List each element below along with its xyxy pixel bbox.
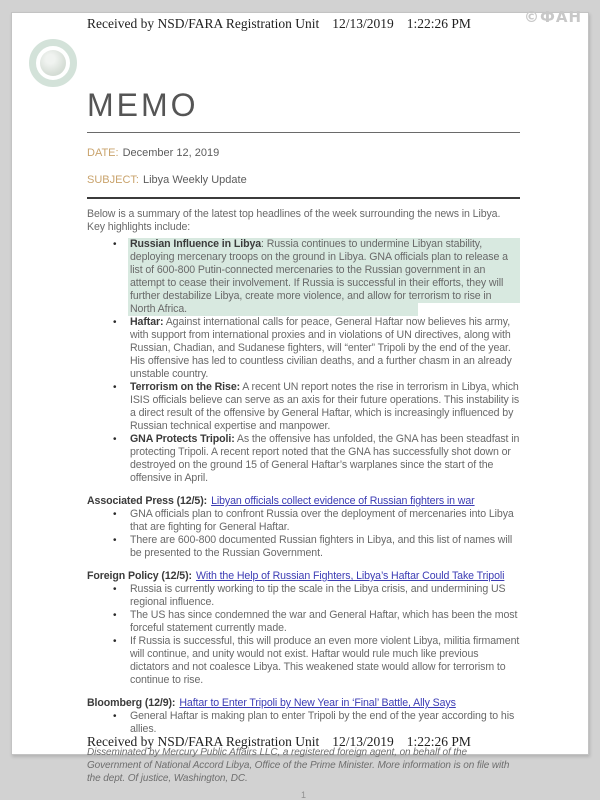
bullet-dot-icon: • — [113, 711, 117, 722]
memo-title: MEMO — [87, 87, 199, 123]
highlight-lead: GNA Protects Tripoli: — [130, 433, 235, 445]
bullet-dot-icon: • — [113, 584, 117, 595]
date-value: December 12, 2019 — [122, 147, 220, 159]
highlight-text: : Russia continues to undermine Libyan stability, deploying mercenary troops on the ground in Libya. GNA officials plan to release a list of 600-800 Putin-connected mercenaries to the Russian government in an attempt to cease their involvement. If Russia is successful in their efforts, they will further destabilize Libya, create more violence, and allow for terrorism to rise in North Africa. — [130, 238, 508, 315]
bullet-text: If Russia is successful, this will produce an even more violent Libya, militia firmament will continue, and unity would not exist. Haftar would rule much like previous dictators and not coalesce Libya. This weakened state would allow for terrorism to continue to rise. — [130, 635, 520, 686]
highlights-list — [87, 238, 520, 485]
highlight-lead: Haftar: — [130, 316, 164, 328]
bullet-dot-icon: • — [113, 610, 117, 621]
foreign-agent-disclaimer: Disseminated by Mercury Public Affairs LLC, a registered foreign agent, on behalf of the Government of National Accord Libya, Office of the Prime Minister. More information is on file with the dept. Of justice, Washington, DC. — [87, 747, 510, 784]
globe-logo-icon — [29, 39, 77, 87]
section-bullet-list — [87, 710, 520, 736]
highlight-text: Against international calls for peace, General Haftar now believes his army, with support from international proxies and in violations of UN directives, along with Russian, Chadian, and Sudanese fighters, will “enter” Tripoli by the end of the year. His offensive has led to countless civilian deaths, and a further chasm in an already unstable country. — [130, 316, 512, 380]
news-section-associated-press — [87, 495, 520, 560]
fara-stamp-label: Received by NSD/FARA Registration Unit — [87, 16, 320, 31]
highlight-text: As the offensive has unfolded, the GNA has been steadfast in protecting Tripoli. A recent report noted that the GNA has successfully shot down or destroyed on the ground 15 of General Haftar’s warplanes since the start of the offensive in April. — [130, 433, 520, 484]
date-row — [87, 146, 520, 160]
section-bullet-list — [87, 583, 520, 687]
bullet-text: Russia is currently working to tip the scale in the Libya crisis, and undermining US regional influence. — [130, 583, 506, 608]
highlight-item-gna — [87, 433, 520, 485]
fara-stamp-time: 1:22:26 PM — [406, 16, 471, 31]
section-bullet — [87, 635, 520, 687]
bullet-dot-icon: • — [113, 434, 117, 445]
section-bullet — [87, 710, 520, 736]
fara-stamp-label: Received by NSD/FARA Registration Unit — [87, 734, 320, 749]
news-section-bloomberg — [87, 697, 520, 736]
highlight-item-haftar — [87, 316, 520, 381]
fan-watermark: ©ФАН — [523, 8, 582, 26]
subject-label: SUBJECT: — [87, 174, 139, 186]
section-header — [87, 495, 520, 508]
article-headline-link[interactable]: With the Help of Russian Fighters, Libya’s Haftar Could Take Tripoli — [195, 570, 505, 582]
highlight-lead: Terrorism on the Rise: — [130, 381, 241, 393]
highlight-text: A recent UN report notes the rise in terrorism in Libya, which ISIS officials believe can serve as an axis for their future operations. This instability is a direct result of the offensive by General Haftar, which is increasingly influenced by Russian technical expertise and manpower. — [130, 381, 520, 432]
highlight-text-block — [130, 433, 520, 485]
section-header — [87, 570, 520, 583]
article-headline-link[interactable]: Libyan officials collect evidence of Russian fighters in war — [211, 495, 475, 507]
memo-content — [87, 13, 520, 800]
fara-stamp-time: 1:22:26 PM — [406, 734, 471, 749]
fara-stamp-date: 12/13/2019 — [332, 734, 394, 749]
memo-document-page — [11, 8, 589, 800]
page-number: 1 — [300, 790, 306, 800]
highlighted-text-block — [128, 238, 520, 316]
section-bullet — [87, 534, 520, 560]
bullet-dot-icon: • — [113, 535, 117, 546]
section-source: Associated Press (12/5): — [87, 495, 208, 507]
highlight-item-russian-influence — [87, 238, 520, 316]
intro-paragraph: Below is a summary of the latest top headlines of the week surrounding the news in Libya. Key highlights include: — [87, 208, 501, 233]
section-bullet — [87, 609, 520, 635]
bullet-dot-icon: • — [113, 509, 117, 520]
bullet-text: General Haftar is making plan to enter Tripoli by the end of the year according to his allies. — [130, 710, 515, 735]
fara-stamp-bottom — [87, 734, 471, 750]
section-source: Foreign Policy (12/5): — [87, 570, 192, 582]
bullet-dot-icon: • — [113, 382, 117, 393]
highlight-item-terrorism — [87, 381, 520, 433]
section-header — [87, 697, 520, 710]
section-bullet — [87, 508, 520, 534]
news-section-foreign-policy — [87, 570, 520, 687]
bullet-dot-icon: • — [113, 317, 117, 328]
bullet-text: There are 600-800 documented Russian fighters in Libya, and this list of names will be presented to the Russian Government. — [130, 534, 513, 559]
subject-value: Libya Weekly Update — [142, 174, 247, 186]
section-bullet-list — [87, 508, 520, 560]
divider-under-subject — [87, 197, 520, 199]
section-bullet — [87, 583, 520, 609]
globe-icon — [40, 50, 66, 76]
highlight-text-block — [130, 381, 520, 433]
bullet-dot-icon: • — [113, 239, 117, 250]
fara-stamp-top — [87, 16, 471, 32]
bullet-text: GNA officials plan to confront Russia over the deployment of mercenaries into Libya that are fighting for General Haftar. — [130, 508, 514, 533]
fara-stamp-date: 12/13/2019 — [332, 16, 394, 31]
subject-row — [87, 173, 520, 187]
highlight-text-block — [130, 316, 520, 381]
bullet-dot-icon: • — [113, 636, 117, 647]
section-source: Bloomberg (12/9): — [87, 697, 176, 709]
highlight-lead: Russian Influence in Libya — [130, 238, 262, 250]
divider-under-title — [87, 132, 520, 133]
date-label: DATE: — [87, 147, 119, 159]
bullet-text: The US has since condemned the war and General Haftar, which has been the most forceful statement currently made. — [130, 609, 518, 634]
article-headline-link[interactable]: Haftar to Enter Tripoli by New Year in ‘Final’ Battle, Ally Says — [179, 697, 456, 709]
